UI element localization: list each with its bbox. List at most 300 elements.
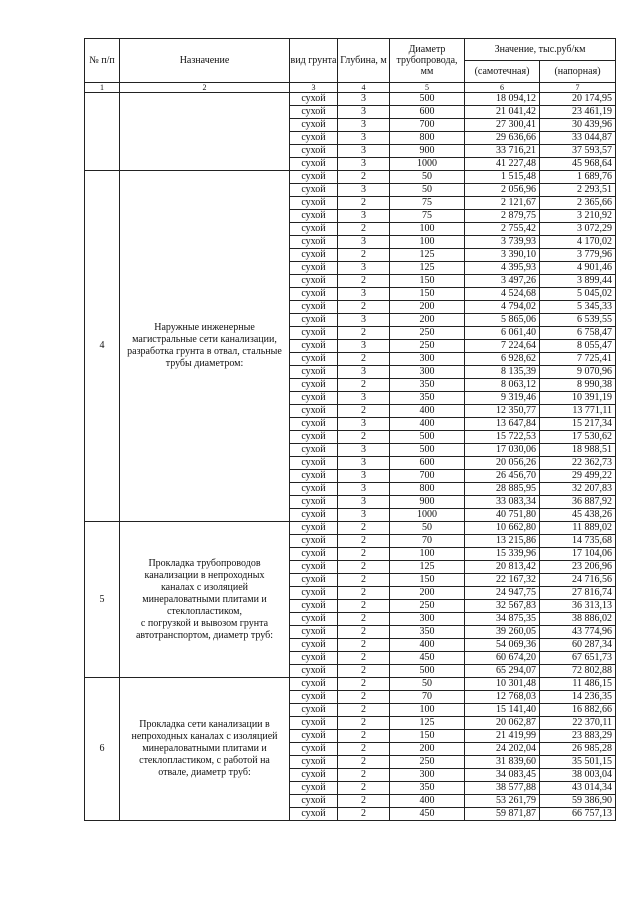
soil-cell: сухой xyxy=(290,756,338,769)
gravity-value-cell: 24 947,75 xyxy=(465,587,540,600)
depth-cell: 2 xyxy=(338,730,390,743)
diameter-cell: 250 xyxy=(390,600,465,613)
gravity-value-cell: 26 456,70 xyxy=(465,470,540,483)
depth-cell: 3 xyxy=(338,340,390,353)
depth-cell: 2 xyxy=(338,587,390,600)
pressure-value-cell: 26 985,28 xyxy=(540,743,616,756)
description-line: минераловатными плитами и xyxy=(142,593,267,605)
group-description xyxy=(120,93,290,171)
description-line: стеклопластиком, с работой на xyxy=(139,755,270,766)
header-soil: вид грунта xyxy=(290,39,338,83)
diameter-cell: 300 xyxy=(390,769,465,782)
gravity-value-cell: 4 524,68 xyxy=(465,288,540,301)
group-description xyxy=(120,522,290,678)
gravity-value-cell: 15 339,96 xyxy=(465,548,540,561)
pressure-value-cell: 36 887,92 xyxy=(540,496,616,509)
depth-cell: 2 xyxy=(338,522,390,535)
gravity-value-cell: 60 674,20 xyxy=(465,652,540,665)
pressure-value-cell: 45 968,64 xyxy=(540,158,616,171)
pressure-value-cell: 17 104,06 xyxy=(540,548,616,561)
gravity-value-cell: 4 794,02 xyxy=(465,301,540,314)
soil-cell: сухой xyxy=(290,626,338,639)
pressure-value-cell: 2 293,51 xyxy=(540,184,616,197)
soil-cell: сухой xyxy=(290,600,338,613)
diameter-cell: 100 xyxy=(390,236,465,249)
column-number: 6 xyxy=(465,83,540,93)
diameter-cell: 600 xyxy=(390,457,465,470)
column-number: 7 xyxy=(540,83,616,93)
description-line: непроходных каналах с изоляцией xyxy=(131,731,278,742)
depth-cell: 2 xyxy=(338,223,390,236)
depth-cell: 2 xyxy=(338,327,390,340)
diameter-cell: 250 xyxy=(390,327,465,340)
description-line: Прокладка сети канализации в xyxy=(139,719,270,730)
pressure-value-cell: 60 287,34 xyxy=(540,639,616,652)
diameter-cell: 350 xyxy=(390,626,465,639)
soil-cell: сухой xyxy=(290,132,338,145)
depth-cell: 2 xyxy=(338,704,390,717)
soil-cell: сухой xyxy=(290,470,338,483)
diameter-cell: 100 xyxy=(390,548,465,561)
gravity-value-cell: 31 839,60 xyxy=(465,756,540,769)
gravity-value-cell: 21 419,99 xyxy=(465,730,540,743)
depth-cell: 2 xyxy=(338,613,390,626)
diameter-cell: 900 xyxy=(390,145,465,158)
description-line: стеклопластиком, xyxy=(166,605,243,617)
gravity-value-cell: 17 030,06 xyxy=(465,444,540,457)
soil-cell: сухой xyxy=(290,587,338,600)
pressure-value-cell: 11 486,15 xyxy=(540,678,616,691)
soil-cell: сухой xyxy=(290,171,338,184)
soil-cell: сухой xyxy=(290,340,338,353)
depth-cell: 2 xyxy=(338,652,390,665)
document-page xyxy=(84,38,615,821)
soil-cell: сухой xyxy=(290,418,338,431)
soil-cell: сухой xyxy=(290,366,338,379)
gravity-value-cell: 12 768,03 xyxy=(465,691,540,704)
pressure-value-cell: 33 044,87 xyxy=(540,132,616,145)
description-line: минераловатными плитами и xyxy=(142,743,267,754)
group-number xyxy=(85,93,120,171)
depth-cell: 2 xyxy=(338,717,390,730)
depth-cell: 3 xyxy=(338,93,390,106)
description-line: Наружные инженерные xyxy=(154,322,255,333)
depth-cell: 2 xyxy=(338,691,390,704)
pressure-value-cell: 22 370,11 xyxy=(540,717,616,730)
gravity-value-cell: 53 261,79 xyxy=(465,795,540,808)
diameter-cell: 75 xyxy=(390,210,465,223)
pressure-value-cell: 3 072,29 xyxy=(540,223,616,236)
gravity-value-cell: 29 636,66 xyxy=(465,132,540,145)
soil-cell: сухой xyxy=(290,119,338,132)
depth-cell: 3 xyxy=(338,470,390,483)
pressure-value-cell: 14 236,35 xyxy=(540,691,616,704)
diameter-cell: 500 xyxy=(390,93,465,106)
gravity-value-cell: 20 056,26 xyxy=(465,457,540,470)
pressure-value-cell: 8 055,47 xyxy=(540,340,616,353)
depth-cell: 2 xyxy=(338,795,390,808)
soil-cell: сухой xyxy=(290,106,338,119)
depth-cell: 2 xyxy=(338,301,390,314)
soil-cell: сухой xyxy=(290,275,338,288)
description-line: отвале, диаметр труб: xyxy=(158,767,251,778)
diameter-cell: 125 xyxy=(390,249,465,262)
depth-cell: 3 xyxy=(338,132,390,145)
description-line: магистральные сети канализации, xyxy=(132,334,277,345)
gravity-value-cell: 40 751,80 xyxy=(465,509,540,522)
depth-cell: 3 xyxy=(338,288,390,301)
pressure-value-cell: 30 439,96 xyxy=(540,119,616,132)
column-number-row xyxy=(85,83,616,93)
pressure-value-cell: 16 882,66 xyxy=(540,704,616,717)
soil-cell: сухой xyxy=(290,730,338,743)
depth-cell: 2 xyxy=(338,275,390,288)
pressure-value-cell: 45 438,26 xyxy=(540,509,616,522)
soil-cell: сухой xyxy=(290,301,338,314)
diameter-cell: 600 xyxy=(390,106,465,119)
pressure-value-cell: 22 362,73 xyxy=(540,457,616,470)
soil-cell: сухой xyxy=(290,158,338,171)
description-line: канализации в непроходных xyxy=(144,569,265,581)
header-gravity: (самотечная) xyxy=(465,61,540,83)
soil-cell: сухой xyxy=(290,184,338,197)
soil-cell: сухой xyxy=(290,639,338,652)
diameter-cell: 900 xyxy=(390,496,465,509)
pressure-value-cell: 35 501,15 xyxy=(540,756,616,769)
depth-cell: 2 xyxy=(338,249,390,262)
soil-cell: сухой xyxy=(290,483,338,496)
diameter-cell: 800 xyxy=(390,132,465,145)
depth-cell: 2 xyxy=(338,769,390,782)
pressure-value-cell: 24 716,56 xyxy=(540,574,616,587)
pressure-value-cell: 15 217,34 xyxy=(540,418,616,431)
depth-cell: 3 xyxy=(338,119,390,132)
soil-cell: сухой xyxy=(290,93,338,106)
diameter-cell: 100 xyxy=(390,704,465,717)
soil-cell: сухой xyxy=(290,704,338,717)
group-description xyxy=(120,171,290,522)
diameter-cell: 50 xyxy=(390,184,465,197)
pressure-value-cell: 20 174,95 xyxy=(540,93,616,106)
pressure-value-cell: 18 988,51 xyxy=(540,444,616,457)
soil-cell: сухой xyxy=(290,405,338,418)
gravity-value-cell: 15 141,40 xyxy=(465,704,540,717)
depth-cell: 2 xyxy=(338,197,390,210)
pressure-value-cell: 66 757,13 xyxy=(540,808,616,821)
pressure-value-cell: 32 207,83 xyxy=(540,483,616,496)
pressure-value-cell: 23 883,29 xyxy=(540,730,616,743)
gravity-value-cell: 4 395,93 xyxy=(465,262,540,275)
pressure-value-cell: 67 651,73 xyxy=(540,652,616,665)
gravity-value-cell: 54 069,36 xyxy=(465,639,540,652)
gravity-value-cell: 2 121,67 xyxy=(465,197,540,210)
diameter-cell: 150 xyxy=(390,275,465,288)
diameter-cell: 125 xyxy=(390,717,465,730)
price-table xyxy=(84,38,616,821)
diameter-cell: 200 xyxy=(390,587,465,600)
soil-cell: сухой xyxy=(290,379,338,392)
group-number: 6 xyxy=(85,678,120,821)
soil-cell: сухой xyxy=(290,509,338,522)
depth-cell: 2 xyxy=(338,678,390,691)
depth-cell: 2 xyxy=(338,561,390,574)
gravity-value-cell: 18 094,12 xyxy=(465,93,540,106)
soil-cell: сухой xyxy=(290,795,338,808)
gravity-value-cell: 28 885,95 xyxy=(465,483,540,496)
diameter-cell: 350 xyxy=(390,392,465,405)
header-purpose: Назначение xyxy=(120,39,290,83)
diameter-cell: 300 xyxy=(390,613,465,626)
gravity-value-cell: 2 056,96 xyxy=(465,184,540,197)
depth-cell: 3 xyxy=(338,483,390,496)
group-number: 5 xyxy=(85,522,120,678)
pressure-value-cell: 6 539,55 xyxy=(540,314,616,327)
pressure-value-cell: 38 886,02 xyxy=(540,613,616,626)
pressure-value-cell: 7 725,41 xyxy=(540,353,616,366)
gravity-value-cell: 8 063,12 xyxy=(465,379,540,392)
pressure-value-cell: 17 530,62 xyxy=(540,431,616,444)
diameter-cell: 350 xyxy=(390,379,465,392)
depth-cell: 2 xyxy=(338,548,390,561)
pressure-value-cell: 11 889,02 xyxy=(540,522,616,535)
diameter-cell: 150 xyxy=(390,730,465,743)
soil-cell: сухой xyxy=(290,496,338,509)
soil-cell: сухой xyxy=(290,431,338,444)
diameter-cell: 150 xyxy=(390,288,465,301)
group-description xyxy=(120,678,290,821)
diameter-cell: 500 xyxy=(390,665,465,678)
gravity-value-cell: 2 755,42 xyxy=(465,223,540,236)
gravity-value-cell: 33 716,21 xyxy=(465,145,540,158)
diameter-cell: 700 xyxy=(390,470,465,483)
soil-cell: сухой xyxy=(290,457,338,470)
soil-cell: сухой xyxy=(290,392,338,405)
column-number: 3 xyxy=(290,83,338,93)
gravity-value-cell: 32 567,83 xyxy=(465,600,540,613)
pressure-value-cell: 43 774,96 xyxy=(540,626,616,639)
diameter-cell: 50 xyxy=(390,522,465,535)
depth-cell: 3 xyxy=(338,145,390,158)
gravity-value-cell: 3 497,26 xyxy=(465,275,540,288)
gravity-value-cell: 41 227,48 xyxy=(465,158,540,171)
header-pressure: (напорная) xyxy=(540,61,616,83)
depth-cell: 3 xyxy=(338,444,390,457)
diameter-cell: 500 xyxy=(390,431,465,444)
pressure-value-cell: 36 313,13 xyxy=(540,600,616,613)
gravity-value-cell: 13 215,86 xyxy=(465,535,540,548)
depth-cell: 2 xyxy=(338,626,390,639)
gravity-value-cell: 33 083,34 xyxy=(465,496,540,509)
diameter-cell: 1000 xyxy=(390,509,465,522)
soil-cell: сухой xyxy=(290,717,338,730)
soil-cell: сухой xyxy=(290,769,338,782)
depth-cell: 2 xyxy=(338,405,390,418)
gravity-value-cell: 7 224,64 xyxy=(465,340,540,353)
gravity-value-cell: 2 879,75 xyxy=(465,210,540,223)
depth-cell: 2 xyxy=(338,756,390,769)
diameter-cell: 450 xyxy=(390,808,465,821)
diameter-cell: 300 xyxy=(390,366,465,379)
diameter-cell: 200 xyxy=(390,743,465,756)
soil-cell: сухой xyxy=(290,691,338,704)
depth-cell: 3 xyxy=(338,366,390,379)
soil-cell: сухой xyxy=(290,353,338,366)
table-header xyxy=(85,39,616,93)
diameter-cell: 50 xyxy=(390,678,465,691)
depth-cell: 2 xyxy=(338,379,390,392)
soil-cell: сухой xyxy=(290,743,338,756)
column-number: 4 xyxy=(338,83,390,93)
depth-cell: 2 xyxy=(338,600,390,613)
soil-cell: сухой xyxy=(290,197,338,210)
pressure-value-cell: 38 003,04 xyxy=(540,769,616,782)
depth-cell: 2 xyxy=(338,808,390,821)
soil-cell: сухой xyxy=(290,535,338,548)
depth-cell: 2 xyxy=(338,171,390,184)
table-row xyxy=(85,171,616,184)
diameter-cell: 1000 xyxy=(390,158,465,171)
pressure-value-cell: 59 386,90 xyxy=(540,795,616,808)
gravity-value-cell: 9 319,46 xyxy=(465,392,540,405)
soil-cell: сухой xyxy=(290,613,338,626)
soil-cell: сухой xyxy=(290,561,338,574)
soil-cell: сухой xyxy=(290,574,338,587)
depth-cell: 3 xyxy=(338,314,390,327)
gravity-value-cell: 3 390,10 xyxy=(465,249,540,262)
diameter-cell: 700 xyxy=(390,119,465,132)
soil-cell: сухой xyxy=(290,314,338,327)
gravity-value-cell: 15 722,53 xyxy=(465,431,540,444)
pressure-value-cell: 4 170,02 xyxy=(540,236,616,249)
diameter-cell: 200 xyxy=(390,314,465,327)
depth-cell: 2 xyxy=(338,431,390,444)
soil-cell: сухой xyxy=(290,327,338,340)
gravity-value-cell: 20 062,87 xyxy=(465,717,540,730)
pressure-value-cell: 6 758,47 xyxy=(540,327,616,340)
soil-cell: сухой xyxy=(290,522,338,535)
diameter-cell: 250 xyxy=(390,756,465,769)
description-line: Прокладка трубопроводов xyxy=(148,557,261,569)
pressure-value-cell: 13 771,11 xyxy=(540,405,616,418)
gravity-value-cell: 12 350,77 xyxy=(465,405,540,418)
table-row xyxy=(85,522,616,535)
depth-cell: 3 xyxy=(338,210,390,223)
gravity-value-cell: 21 041,42 xyxy=(465,106,540,119)
gravity-value-cell: 38 577,88 xyxy=(465,782,540,795)
soil-cell: сухой xyxy=(290,210,338,223)
gravity-value-cell: 24 202,04 xyxy=(465,743,540,756)
diameter-cell: 300 xyxy=(390,353,465,366)
pressure-value-cell: 4 901,46 xyxy=(540,262,616,275)
depth-cell: 2 xyxy=(338,535,390,548)
pressure-value-cell: 3 899,44 xyxy=(540,275,616,288)
gravity-value-cell: 39 260,05 xyxy=(465,626,540,639)
depth-cell: 2 xyxy=(338,743,390,756)
column-number: 2 xyxy=(120,83,290,93)
table-body xyxy=(85,93,616,821)
diameter-cell: 125 xyxy=(390,262,465,275)
depth-cell: 3 xyxy=(338,509,390,522)
diameter-cell: 75 xyxy=(390,197,465,210)
diameter-cell: 400 xyxy=(390,418,465,431)
depth-cell: 3 xyxy=(338,236,390,249)
soil-cell: сухой xyxy=(290,652,338,665)
description-line: автотранспортом, диаметр труб: xyxy=(135,629,274,641)
diameter-cell: 50 xyxy=(390,171,465,184)
pressure-value-cell: 9 070,96 xyxy=(540,366,616,379)
soil-cell: сухой xyxy=(290,678,338,691)
gravity-value-cell: 6 061,40 xyxy=(465,327,540,340)
depth-cell: 2 xyxy=(338,782,390,795)
header-diameter: Диаметр трубопровода, мм xyxy=(390,39,465,83)
group-number: 4 xyxy=(85,171,120,522)
column-number: 1 xyxy=(85,83,120,93)
table-row xyxy=(85,678,616,691)
pressure-value-cell: 37 593,57 xyxy=(540,145,616,158)
depth-cell: 3 xyxy=(338,184,390,197)
pressure-value-cell: 5 345,33 xyxy=(540,301,616,314)
gravity-value-cell: 6 928,62 xyxy=(465,353,540,366)
depth-cell: 3 xyxy=(338,262,390,275)
diameter-cell: 70 xyxy=(390,535,465,548)
description-line: каналах с изоляцией xyxy=(160,581,249,593)
diameter-cell: 250 xyxy=(390,340,465,353)
diameter-cell: 400 xyxy=(390,405,465,418)
pressure-value-cell: 23 206,96 xyxy=(540,561,616,574)
gravity-value-cell: 27 300,41 xyxy=(465,119,540,132)
depth-cell: 2 xyxy=(338,353,390,366)
pressure-value-cell: 3 779,96 xyxy=(540,249,616,262)
soil-cell: сухой xyxy=(290,665,338,678)
depth-cell: 2 xyxy=(338,665,390,678)
depth-cell: 3 xyxy=(338,158,390,171)
soil-cell: сухой xyxy=(290,444,338,457)
gravity-value-cell: 10 662,80 xyxy=(465,522,540,535)
table-row xyxy=(85,93,616,106)
gravity-value-cell: 13 647,84 xyxy=(465,418,540,431)
pressure-value-cell: 43 014,34 xyxy=(540,782,616,795)
pressure-value-cell: 2 365,66 xyxy=(540,197,616,210)
gravity-value-cell: 59 871,87 xyxy=(465,808,540,821)
diameter-cell: 400 xyxy=(390,795,465,808)
header-num: № п/п xyxy=(85,39,120,83)
pressure-value-cell: 10 391,19 xyxy=(540,392,616,405)
diameter-cell: 125 xyxy=(390,561,465,574)
pressure-value-cell: 14 735,68 xyxy=(540,535,616,548)
depth-cell: 3 xyxy=(338,392,390,405)
depth-cell: 2 xyxy=(338,574,390,587)
diameter-cell: 200 xyxy=(390,301,465,314)
diameter-cell: 100 xyxy=(390,223,465,236)
description-line: разработка грунта в отвал, стальные xyxy=(127,346,282,357)
pressure-value-cell: 27 816,74 xyxy=(540,587,616,600)
pressure-value-cell: 3 210,92 xyxy=(540,210,616,223)
pressure-value-cell: 29 499,22 xyxy=(540,470,616,483)
header-value-group: Значение, тыс.руб/км xyxy=(465,39,616,61)
description-line: трубы диаметром: xyxy=(165,358,244,369)
diameter-cell: 400 xyxy=(390,639,465,652)
gravity-value-cell: 1 515,48 xyxy=(465,171,540,184)
column-number: 5 xyxy=(390,83,465,93)
gravity-value-cell: 22 167,32 xyxy=(465,574,540,587)
soil-cell: сухой xyxy=(290,782,338,795)
depth-cell: 3 xyxy=(338,496,390,509)
gravity-value-cell: 34 875,35 xyxy=(465,613,540,626)
diameter-cell: 150 xyxy=(390,574,465,587)
diameter-cell: 500 xyxy=(390,444,465,457)
soil-cell: сухой xyxy=(290,223,338,236)
depth-cell: 3 xyxy=(338,106,390,119)
